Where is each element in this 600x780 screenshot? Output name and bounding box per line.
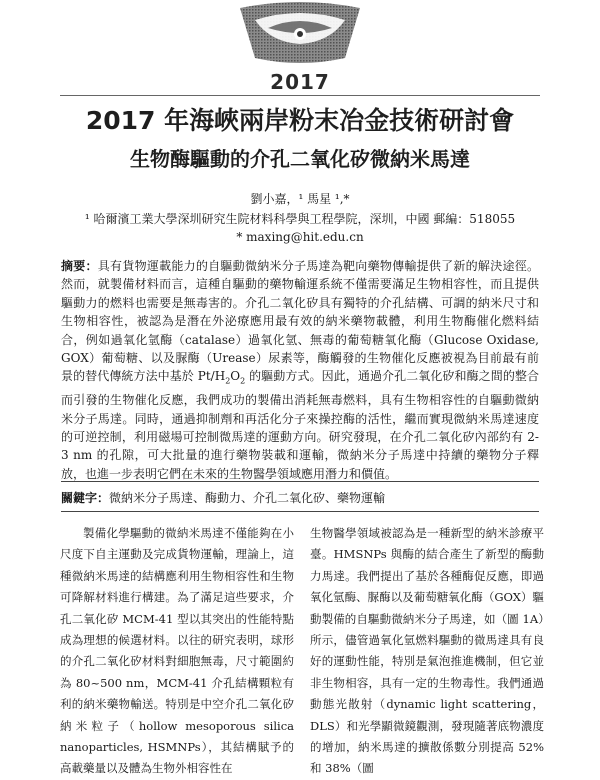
abstract-sub-2: 2 xyxy=(240,376,246,386)
keywords xyxy=(61,489,539,506)
authors: 劉小嘉，¹ 馬星 ¹,* xyxy=(250,192,350,206)
abstract xyxy=(61,257,539,483)
conference-title: 2017 年海峽兩岸粉末冶金技術研討會 xyxy=(85,106,515,135)
keywords-text: 微納米分子馬達、酶動力、介孔二氧化矽、藥物運輸 xyxy=(109,491,386,505)
body-paragraph-right: 生物醫學領域被認為是一種新型的納米診療平臺。HMSNPs 與酶的結合產生了新型的酶動力馬達。我們提出了基於各種酶促反應，即過氧化氫酶、脲酶以及葡萄糖氧化酶（GOX）驅動製備的自驅動微納米分子馬達，如（圖 1A）所示，儘管過氧化氫燃料驅動的微馬達具有良好的運動性能，特別是氣泡推進機制，但它並非生物相容，具有一定的生物毒性。我們通過動態光散射（dynamic light scattering，DLS）和光學顯微鏡觀測，發現隨著底物濃度的增加，納米馬達的擴散係數分別提高 52% 和 38%（圖 xyxy=(310,526,544,776)
author-email[interactable]: * maxing@hit.edu.cn xyxy=(236,230,364,244)
body-column-left xyxy=(60,523,294,780)
abstract-text-part1: 具有貨物運載能力的自驅動微納米分子馬達為靶向藥物傳輸提供了新的解決途徑。然而，就製備材料而言，這種自驅動的藥物輸運系統不僅需要滿足生物相容性，而且提供驅動力的燃料也需要是無毒害的。介孔二氧化矽具有獨特的介孔結構、可調的納米尺寸和生物相容性，被認為是潛在外泌療應用最有效的納米藥物載體，利用生物酶催化燃料結合，例如過氧化氫酶（catalase）過氧化氫、無毒的葡萄糖氧化酶（Glucose Oxidase, GOX）葡萄糖、以及脲酶（Urease）尿素等，酶觸發的生物催化反應被視為目前最有前景的替代傳統方法中基於 Pt/H xyxy=(61,259,539,384)
keywords-divider-bottom xyxy=(61,511,539,512)
abstract-text-part2: O xyxy=(230,369,241,384)
logo-year: 2017 xyxy=(270,70,330,94)
paper-title: 生物酶驅動的介孔二氧化矽微納米馬達 xyxy=(130,147,470,171)
keywords-divider-top xyxy=(61,481,539,482)
abstract-label: 摘要： xyxy=(61,259,98,273)
header-divider xyxy=(60,95,540,96)
abstract-text-part3: 的驅動方式。因此，通過介孔二氧化矽和酶之間的整合而引發的生物催化反應，我們成功的製備出消耗無毒燃料，具有生物相容性的自驅動微納米分子馬達。同時，通過抑制劑和再活化分子來操控酶的活性，繼而實現微納米馬達速度的可逆控制，利用磁場可控制微馬達的運動方向。研究發現，在介孔二氧化矽內部約有 2-3 nm 的孔隙，可大批量的進行藥物裝載和運輸，微納米分子馬達中持續的藥物分子釋放，也進一步表明它們在未來的生物醫學領域應用潛力和價值。 xyxy=(61,369,539,481)
affiliation: ¹ 哈爾濱工業大學深圳研究生院材料科學與工程學院，深圳，中國 郵編：518055 xyxy=(84,212,516,226)
abstract-sub-1: 2 xyxy=(225,376,231,386)
keywords-label: 關鍵字： xyxy=(61,491,110,505)
body-paragraph-left: 製備化學驅動的微納米馬達不僅能夠在小尺度下自主運動及完成貨物運輸，理論上，這種微納米馬達的結構應利用生物相容性和生物可降解材料進行構建。為了滿足這些要求，介孔二氧化矽 MCM-41 型以其突出的性能特點成為理想的候選材料。以往的研究表明，球形的介孔二氧化矽材料對細胞無毒，尺寸範圍約為 80~500 nm，MCM-41 介孔結構顆粒有利的納米藥物輸送。特別是中空介孔二氧化矽納米粒子（hollow mesoporous silica nanoparticles, HSMNPs），其結構賦予的高載藥量以及體為生物外相容性在 xyxy=(60,526,294,776)
body-column-right xyxy=(310,523,544,780)
